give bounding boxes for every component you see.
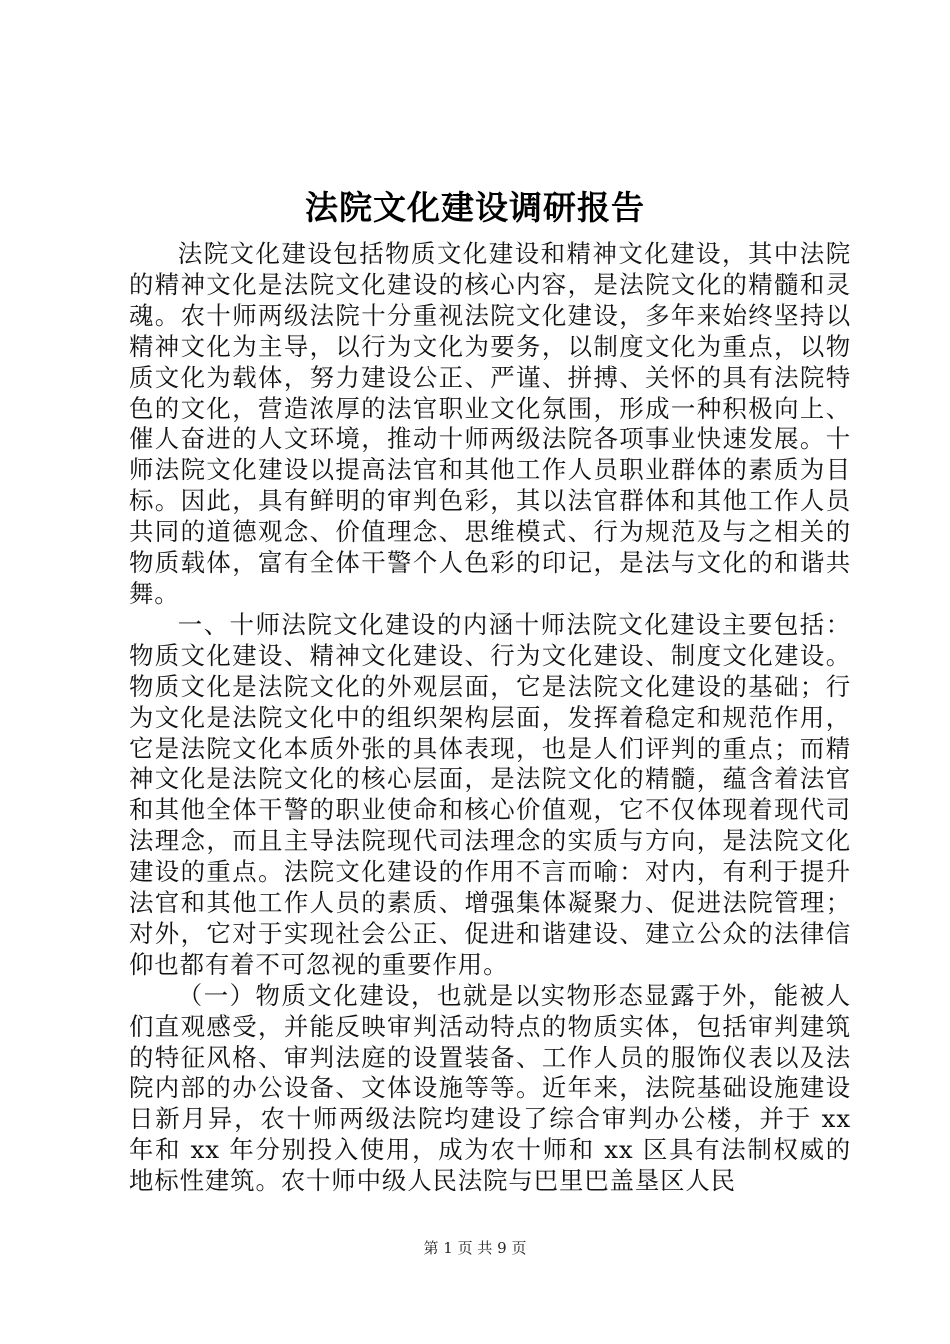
- paragraph-section-one: 一、十师法院文化建设的内涵十师法院文化建设主要包括：物质文化建设、精神文化建设、行为文化建设、制度文化建设。物质文化是法院文化的外观层面，它是法院文化建设的基础；行为文化是法院文化中的组织架构层面，发挥着稳定和规范作用，它是法院文化本质外张的具体表现，也是人们评判的重点；而精神文化是法院文化的核心层面，是法院文化的精髓，蕴含着法官和其他全体干警的职业使命和核心价值观，它不仅体现着现代司法理念，而且主导法院现代司法理念的实质与方向，是法院文化建设的重点。法院文化建设的作用不言而喻：对内，有利于提升法官和其他工作人员的素质、增强集体凝聚力、促进法院管理；对外，它对于实现社会公正、促进和谐建设、建立公众的法律信仰也都有着不可忽视的重要作用。: [129, 609, 851, 979]
- document-body: [129, 239, 851, 1197]
- paragraph-intro: 法院文化建设包括物质文化建设和精神文化建设，其中法院的精神文化是法院文化建设的核心内容，是法院文化的精髓和灵魂。农十师两级法院十分重视法院文化建设，多年来始终坚持以精神文化为主导，以行为文化为要务，以制度文化为重点，以物质文化为载体，努力建设公正、严谨、拼搏、关怀的具有法院特色的文化，营造浓厚的法官职业文化氛围，形成一种积极向上、催人奋进的人文环境，推动十师两级法院各项事业快速发展。十师法院文化建设以提高法官和其他工作人员职业群体的素质为目标。因此，具有鲜明的审判色彩，其以法官群体和其他工作人员共同的道德观念、价值理念、思维模式、行为规范及与之相关的物质载体，富有全体干警个人色彩的印记，是法与文化的和谐共舞。: [129, 239, 851, 608]
- paragraph-material-culture: （一）物质文化建设，也就是以实物形态显露于外，能被人们直观感受，并能反映审判活动特点的物质实体，包括审判建筑的特征风格、审判法庭的设置装备、工作人员的服饰仪表以及法院内部的办公设备、文体设施等等。近年来，法院基础设施建设日新月异，农十师两级法院均建设了综合审判办公楼，并于 xx 年和 xx 年分别投入使用，成为农十师和 xx 区具有法制权威的地标性建筑。农十师中级人民法院与巴里巴盖垦区人民: [129, 980, 851, 1196]
- document-title: 法院文化建设调研报告: [305, 188, 645, 227]
- page-number-footer: 第 1 页 共 9 页: [423, 1239, 527, 1257]
